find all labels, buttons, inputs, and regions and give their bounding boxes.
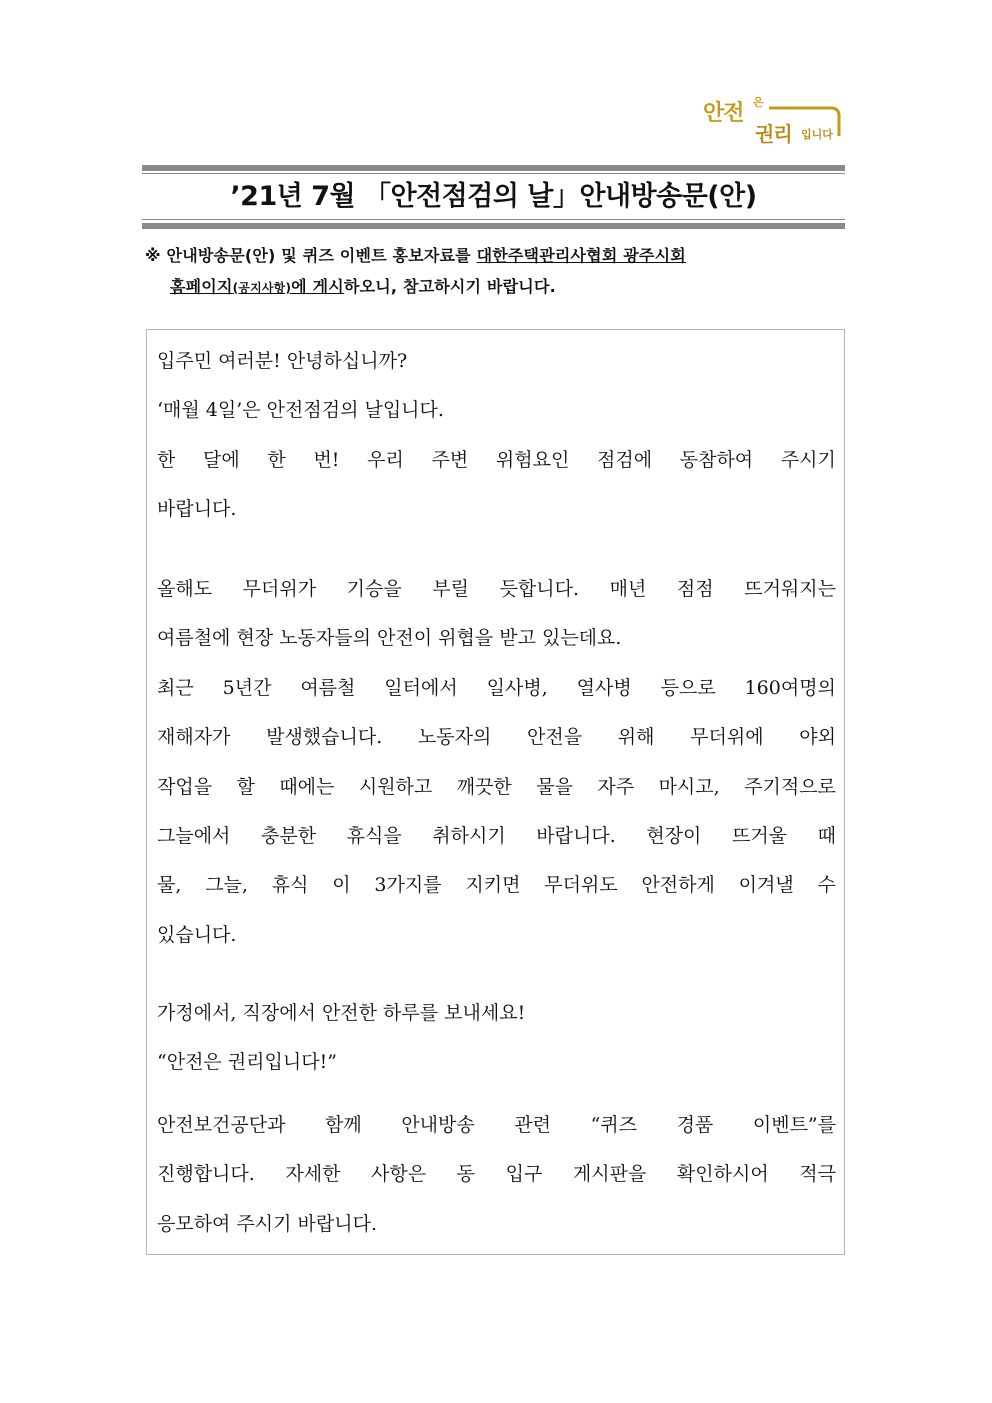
word: 5년간 (222, 676, 272, 699)
word: 기승을 (346, 578, 402, 600)
title-rule-top-thin (142, 173, 845, 174)
word: 야외 (799, 726, 836, 749)
text-line (157, 565, 836, 614)
word: 듯합니다. (499, 578, 580, 600)
word: 지키면 (465, 874, 521, 897)
word: 안전을 (527, 726, 583, 749)
word: 그늘, (205, 874, 248, 897)
word: 수 (817, 874, 836, 897)
announcement-paragraph-heat (157, 565, 836, 960)
word: 할 (236, 775, 255, 798)
word: 일사병, (486, 676, 548, 699)
word: 물, (157, 874, 182, 897)
notice-line-2 (145, 271, 855, 304)
text-line: 있습니다. (157, 923, 237, 946)
notice (145, 240, 855, 304)
announcement-paragraph-event (157, 1101, 836, 1249)
text-line (157, 812, 836, 861)
text-line (157, 1150, 836, 1199)
logo-word-safety: 안전 (703, 101, 744, 126)
notice-text: 안내방송문(안) 및 퀴즈 이벤트 홍보자료를 (166, 246, 471, 265)
text-line (157, 436, 836, 485)
word: 무더위에 (690, 726, 764, 749)
text-line (157, 664, 836, 713)
word: 주변 (431, 448, 469, 471)
word: 현장이 (646, 824, 702, 847)
announcement-paragraph-slogan (157, 989, 836, 1088)
word: 열사병 (576, 676, 632, 699)
word: 우리 (367, 448, 404, 471)
word: 이겨낼 (738, 874, 794, 897)
word: 동 (456, 1163, 476, 1186)
word: 한 (267, 448, 286, 471)
word: 안전보건공단과 (157, 1114, 286, 1136)
word: 이 (332, 874, 351, 897)
word: 점점 (676, 578, 714, 600)
word: 진행합니다. (157, 1163, 255, 1186)
word: 때에는 (279, 775, 335, 798)
word: 일터에서 (384, 676, 458, 699)
word: 올해도 (157, 578, 213, 600)
word: 뜨거울 (731, 824, 788, 847)
announcement-paragraph-greeting (157, 337, 836, 535)
word: 자세한 (285, 1163, 341, 1186)
logo-word-right: 권리 (755, 122, 792, 146)
title-rule-top (142, 165, 845, 171)
word: 휴식을 (346, 824, 402, 847)
text-line: 바랍니다. (157, 498, 237, 521)
word: 입구 (505, 1163, 543, 1186)
text-line (157, 763, 836, 812)
word: 시원하고 (358, 775, 433, 798)
word: 깨끗한 (456, 775, 512, 798)
word: 경품 (676, 1114, 714, 1136)
word: 무더위도 (544, 874, 618, 897)
word: 뜨거워지는 (744, 578, 836, 600)
word: 한 (157, 448, 176, 471)
word: 재해자가 (157, 726, 231, 749)
word: 번! (313, 448, 340, 471)
logo-word-right-suffix: 입니다 (801, 128, 833, 141)
word: 위험요인 (495, 448, 570, 471)
text-line: ‘매월 4일’은 안전점검의 날입니다. (157, 399, 444, 422)
word: 달에 (203, 448, 240, 471)
word: 마시고, (658, 775, 720, 798)
word: 부릴 (432, 578, 469, 600)
reference-mark: ※ (145, 246, 161, 265)
notice-homepage: 홈페이지 (170, 277, 233, 296)
word: 바랍니다. (536, 824, 616, 847)
text-line (157, 713, 836, 762)
word: 적극 (799, 1163, 836, 1186)
word: “퀴즈 (590, 1114, 638, 1136)
word: 취하시기 (432, 824, 506, 847)
notice-line-1 (145, 240, 855, 271)
word: 노동자의 (417, 726, 492, 749)
title-rule-bottom-thin (142, 219, 845, 220)
word: 충분한 (261, 824, 317, 847)
word: 작업을 (157, 775, 213, 798)
word: 발생했습니다. (266, 726, 383, 749)
notice-board: (공지사항) (232, 281, 292, 295)
text-line (157, 861, 836, 910)
word: 게시판을 (572, 1163, 647, 1186)
word: 위해 (617, 726, 655, 749)
word: 최근 (157, 676, 194, 699)
word: 휴식 (271, 874, 309, 897)
notice-org-link: 대한주택관리사협회 광주시회 (476, 246, 686, 265)
word: 점검에 (597, 448, 653, 471)
word: 물을 (536, 775, 573, 798)
text-line: 응모하여 주시기 바랍니다. (157, 1212, 378, 1235)
word: 사항은 (371, 1163, 427, 1186)
word: 함께 (325, 1114, 362, 1136)
word: 무더위가 (242, 578, 317, 600)
word: 때 (817, 824, 836, 847)
word: 동참하여 (679, 448, 754, 471)
word: 여름철 (300, 676, 356, 699)
word: 안전하게 (641, 874, 715, 897)
word: 그늘에서 (157, 824, 231, 847)
word: 안내방송 (401, 1114, 475, 1136)
document-title: ’21년 7월 「안전점검의 날」안내방송문(안) (230, 181, 757, 212)
campaign-logo (703, 96, 845, 146)
notice-rest: 하오니, 참고하시기 바랍니다. (343, 277, 556, 296)
title-rule-bottom (142, 223, 845, 229)
word: 자주 (597, 775, 635, 798)
text-line (157, 1101, 836, 1150)
word: 확인하시어 (676, 1163, 769, 1186)
word: 주시기 (780, 448, 836, 471)
text-line: 입주민 여러분! 안녕하십니까? (157, 350, 408, 372)
word: 3가지를 (374, 874, 442, 897)
word: 이벤트”를 (752, 1114, 836, 1136)
notice-post: 에 게시 (291, 277, 344, 296)
word: 주기적으로 (744, 775, 836, 798)
word: 등으로 (660, 676, 716, 699)
text-line: 가정에서, 직장에서 안전한 하루를 보내세요! (157, 1002, 526, 1024)
text-line: 여름철에 현장 노동자들의 안전이 위협을 받고 있는데요. (157, 627, 622, 650)
word: 160여명의 (744, 676, 836, 699)
word: 관련 (514, 1114, 552, 1136)
logo-word-safety-particle: 은 (753, 96, 764, 109)
text-line: “안전은 권리입니다!” (157, 1051, 337, 1074)
word: 매년 (609, 578, 647, 600)
